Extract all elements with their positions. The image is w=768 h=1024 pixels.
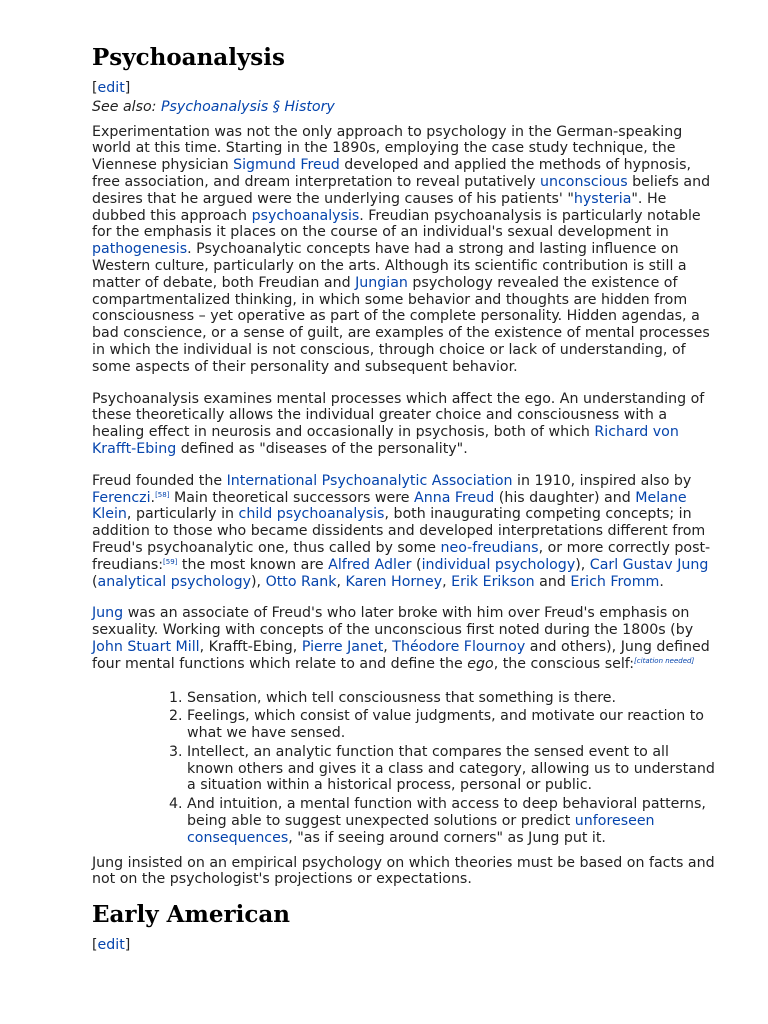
- text: Freud founded the: [92, 472, 227, 489]
- reference-59[interactable]: [59]: [163, 557, 178, 566]
- link-neo-freudians[interactable]: neo-freudians: [440, 539, 539, 556]
- text: beliefs and desires that he argued were the underlying causes of his patients' ": [92, 173, 711, 207]
- link-theodore-flournoy[interactable]: Théodore Flournoy: [392, 638, 526, 655]
- text: and others), Jung defined four mental functions which relate to and define the: [92, 638, 710, 672]
- paragraph-jung: [92, 605, 716, 672]
- link-melane-klein[interactable]: Melane Klein: [92, 489, 687, 523]
- paragraph-ego: [92, 391, 716, 458]
- reference-58[interactable]: [58]: [155, 490, 170, 499]
- text: developed and applied the methods of hypnosis, free association, and dream interpretation to reveal putatively: [92, 157, 691, 190]
- text: . Psychoanalytic concepts have had a strong and lasting influence on Western culture, particularly on the arts. Although its scientific contribution is still a matter of debate, both Freudian and: [92, 241, 687, 291]
- link-erik-erikson[interactable]: Erik Erikson: [451, 573, 535, 590]
- text: . Freudian psychoanalysis is particularly notable for the emphasis it places on the course of an individual's sexual development in: [92, 207, 701, 241]
- link-analytical-psychology[interactable]: analytical psychology: [97, 573, 252, 590]
- section-heading-psychoanalysis: Psychoanalysis: [92, 44, 285, 71]
- edit-link[interactable]: edit: [97, 80, 125, 96]
- text: , particularly in: [126, 506, 239, 523]
- text: psychology revealed the existence of compartmentalized thinking, in which some behavior and thoughts are hidden from consciousness – yet operative as part of the complete personality. Hidden agendas, a bad conscience, or a sense of guilt, are examples of the existence of mental processes in which the individual is not conscious, through choice or lack of understanding, of some aspects of their personality and subsequent behavior.: [92, 274, 710, 375]
- text: (his daughter) and: [494, 489, 636, 506]
- text: (: [411, 556, 422, 573]
- link-individual-psychology[interactable]: individual psychology: [421, 556, 576, 573]
- link-psychoanalysis[interactable]: psychoanalysis: [251, 207, 360, 224]
- link-ipa[interactable]: International Psychoanalytic Association: [226, 472, 513, 489]
- text: .: [659, 573, 664, 590]
- paragraph-successors: [92, 473, 716, 591]
- see-also-hatnote: [92, 99, 716, 116]
- text: ,: [442, 573, 452, 590]
- link-alfred-adler[interactable]: Alfred Adler: [328, 556, 412, 573]
- article-body: [92, 44, 716, 954]
- link-child-psychoanalysis[interactable]: child psychoanalysis: [238, 506, 385, 523]
- link-anna-freud[interactable]: Anna Freud: [414, 489, 495, 506]
- link-erich-fromm[interactable]: Erich Fromm: [570, 573, 660, 590]
- link-john-stuart-mill[interactable]: John Stuart Mill: [92, 638, 200, 655]
- link-unforeseen-consequences[interactable]: unforeseen consequences: [187, 813, 655, 846]
- list-item: 3. Intellect, an analytic function that compares the sensed event to all known others and gives it a class and category, allowing us to understand a situation within a historical process, personal or public.: [187, 744, 716, 794]
- text: , or more correctly post-freudians:: [92, 539, 711, 573]
- text: in 1910, inspired also by: [512, 472, 692, 489]
- link-ferenczi[interactable]: Ferenczi: [92, 489, 151, 506]
- text: ,: [336, 573, 346, 590]
- text: the most known are: [177, 556, 329, 573]
- text: , Krafft-Ebing,: [199, 638, 302, 655]
- text: defined as "diseases of the personality".: [176, 440, 468, 457]
- see-also-prefix: See also:: [92, 98, 161, 115]
- text: Main theoretical successors were: [169, 489, 414, 506]
- text: .: [150, 489, 156, 506]
- text: was an associate of Freud's who later broke with him over Freud's emphasis on sexuality. Working with concepts of the unconscious first noted during the 1800s (by: [92, 605, 694, 639]
- text: , "as if seeing around corners" as Jung put it.: [288, 829, 606, 846]
- text: ,: [383, 638, 393, 655]
- text: Psychoanalysis examines mental processes which affect the ego. An understanding of these theoretically allows the individual greater choice and consciousness with a healing effect in neurosis and occasionally in psychosis, both of which: [92, 390, 705, 441]
- link-otto-rank[interactable]: Otto Rank: [265, 573, 337, 590]
- link-jungian[interactable]: Jungian: [355, 274, 408, 291]
- text: ),: [251, 573, 266, 590]
- text: ),: [575, 556, 590, 573]
- edit-section-link-wrapper: [edit]: [92, 937, 131, 954]
- link-pathogenesis[interactable]: pathogenesis: [92, 241, 188, 258]
- text: And intuition, a mental function with access to deep behavioral patterns, being able to suggest unexpected solutions or predict: [187, 796, 706, 830]
- link-hysteria[interactable]: hysteria: [573, 190, 632, 207]
- text: , the conscious self:: [493, 655, 635, 672]
- link-pierre-janet[interactable]: Pierre Janet: [301, 638, 384, 655]
- text: (: [92, 573, 98, 590]
- text: ". He dubbed this approach: [92, 190, 667, 224]
- link-sigmund-freud[interactable]: Sigmund Freud: [233, 157, 340, 174]
- text: , both inaugurating competing concepts; in addition to those who became dissidents and developed interpretations different from Freud's psychoanalytic one, thus called by some: [92, 506, 706, 556]
- list-item: 2. Feelings, which consist of value judgments, and motivate our reaction to what we have sensed.: [187, 708, 716, 742]
- see-also-link[interactable]: Psychoanalysis § History: [160, 98, 335, 115]
- link-jung[interactable]: Jung: [92, 605, 124, 622]
- citation-needed-link[interactable]: [citation needed]: [634, 656, 695, 665]
- list-item: 1. Sensation, which tell consciousness that something is there.: [187, 690, 716, 707]
- section-heading-early-american: Early American: [92, 901, 290, 929]
- text: Experimentation was not the only approach to psychology in the German-speaking world at this time. Starting in the 1890s, employing the case study technique, the Viennese physician: [92, 123, 683, 174]
- link-karen-horney[interactable]: Karen Horney: [345, 573, 443, 590]
- link-carl-gustav-jung[interactable]: Carl Gustav Jung: [589, 556, 709, 573]
- paragraph-freud: [92, 124, 716, 376]
- emphasis-ego: ego: [467, 655, 494, 672]
- paragraph-empirical: Jung insisted on an empirical psychology on which theories must be based on facts and not on the psychologist's projections or expectations.: [92, 854, 715, 888]
- mental-functions-list: [92, 690, 716, 847]
- list-item: [187, 796, 716, 846]
- edit-link[interactable]: edit: [97, 937, 125, 954]
- edit-section-link-wrapper: [edit]: [92, 80, 131, 96]
- link-unconscious[interactable]: unconscious: [540, 173, 628, 190]
- link-krafft-ebing[interactable]: Richard von Krafft-Ebing: [92, 424, 679, 457]
- text: and: [534, 573, 571, 590]
